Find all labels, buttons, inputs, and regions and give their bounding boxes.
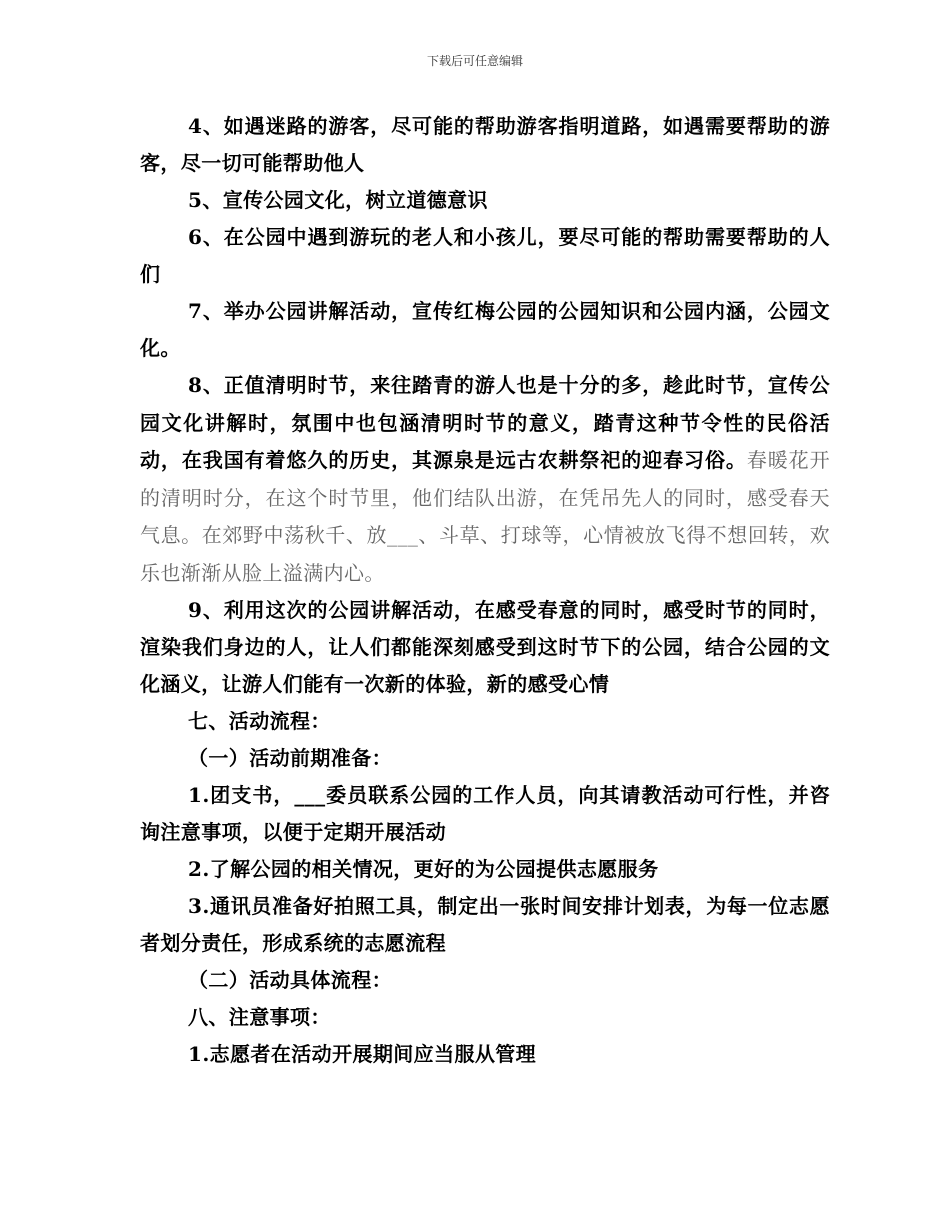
paragraph-item-4: 4、如遇迷路的游客，尽可能的帮助游客指明道路，如遇需要帮助的游客，尽一切可能帮助他人 xyxy=(140,114,830,175)
paragraph-item-5: 5、宣传公园文化，树立道德意识 xyxy=(188,188,488,212)
prep-item-1: 1.团支书，___委员联系公园的工作人员，向其请教活动可行性，并咨询注意事项，以便于定期开展活动 xyxy=(140,783,830,844)
page-header: 下载后可任意编辑 xyxy=(426,54,523,68)
prep-item-2: 2.了解公园的相关情况，更好的为公园提供志愿服务 xyxy=(188,857,659,881)
section-heading-notes: 八、注意事项： xyxy=(188,1005,331,1029)
subsection-heading-preparation: （一）活动前期准备： xyxy=(188,746,392,770)
paragraph-item-6: 6、在公园中遇到游玩的老人和小孩儿，要尽可能的帮助需要帮助的人们 xyxy=(140,225,830,286)
paragraph-item-8 xyxy=(140,367,830,592)
paragraph-item-8-plain: 春暖花开的清明时分，在这个时节里，他们结队出游，在凭吊先人的同时，感受春天气息。在郊野中荡秋千、放___、斗草、打球等，心情被放飞得不想回转，欢乐也渐渐从脸上溢满内心。 xyxy=(140,448,830,585)
prep-item-3: 3.通讯员准备好拍照工具，制定出一张时间安排计划表，为每一位志愿者划分责任，形成系统的志愿流程 xyxy=(140,894,830,955)
paragraph-item-9: 9、利用这次的公园讲解活动，在感受春意的同时，感受时节的同时，渲染我们身边的人，让人们都能深刻感受到这时节下的公园，结合公园的文化涵义，让游人们能有一次新的体验，新的感受心情 xyxy=(140,598,830,696)
paragraph-item-7: 7、举办公园讲解活动，宣传红梅公园的公园知识和公园内涵，公园文化。 xyxy=(140,299,830,360)
section-heading-process: 七、活动流程： xyxy=(188,709,331,733)
notes-item-1: 1.志愿者在活动开展期间应当服从管理 xyxy=(188,1042,537,1066)
document-body xyxy=(140,108,830,1073)
paragraph-item-8-bold: 8、正值清明时节，来往踏青的游人也是十分的多，趁此时节，宣传公园文化讲解时，氛围中也包涵清明时节的意义，踏青这种节令性的民俗活动，在我国有着悠久的历史，其源泉是远古农耕祭祀的迎春习俗。 xyxy=(140,373,830,472)
subsection-heading-details: （二）活动具体流程： xyxy=(188,968,392,992)
